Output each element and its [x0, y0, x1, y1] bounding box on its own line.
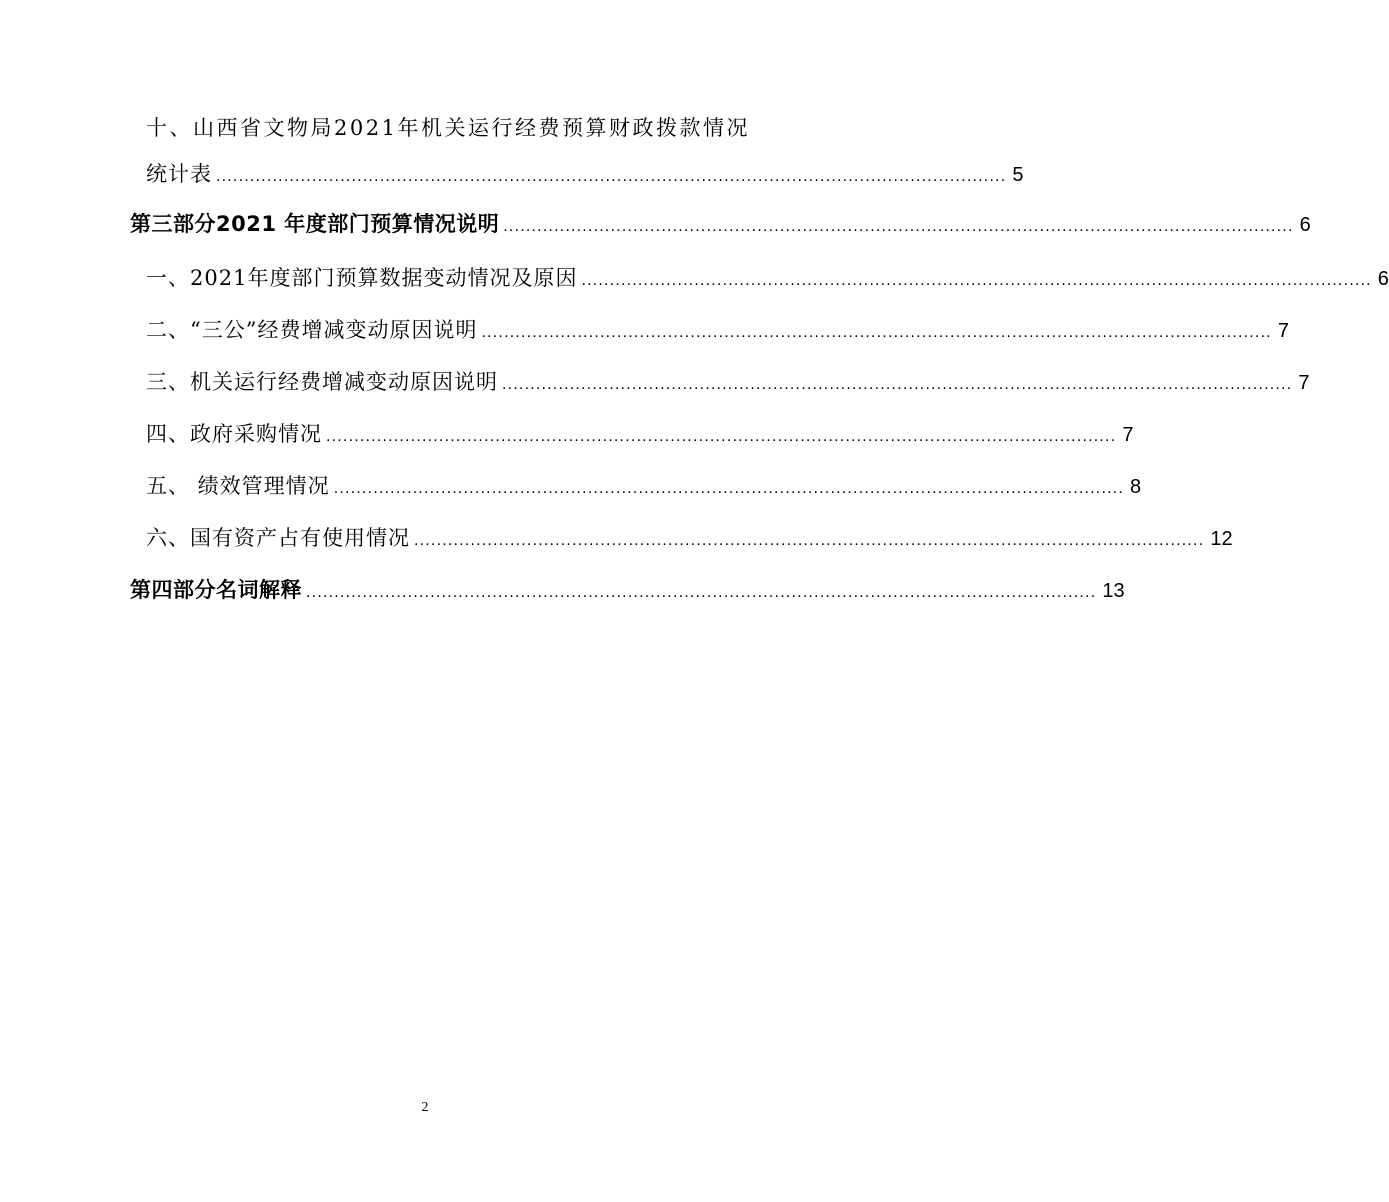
toc-page-number: 7	[1298, 372, 1310, 394]
toc-entry-text: 六、国有资产占有使用情况	[146, 526, 410, 550]
dot-leader: ............................................................................................................................................	[503, 218, 1294, 235]
toc-part-label: 第三部分	[130, 212, 216, 236]
toc-entry-text: 一、2021年度部门预算数据变动情况及原因	[146, 266, 578, 290]
toc-entry-10-line1[interactable]: 十、山西省文物局2021年机关运行经费预算财政拨款情况	[146, 116, 750, 140]
toc-part-title: 2021 年度部门预算情况说明	[216, 212, 500, 236]
dot-leader: ............................................................................................................................................	[502, 376, 1293, 393]
toc-item-5[interactable]	[146, 470, 1142, 500]
toc-entry-text: 五、 绩效管理情况	[146, 474, 330, 498]
dot-leader: ............................................................................................................................................	[216, 168, 1007, 185]
toc-page-number: 7	[1122, 424, 1134, 446]
toc-page-number: 7	[1277, 320, 1289, 342]
dot-leader: ............................................................................................................................................	[326, 428, 1117, 445]
dot-leader: ............................................................................................................................................	[414, 532, 1205, 549]
dot-leader: ............................................................................................................................................	[581, 272, 1372, 289]
dot-leader: ............................................................................................................................................	[481, 324, 1272, 341]
page-number: 2	[421, 1100, 429, 1115]
toc-item-1[interactable]	[146, 262, 1389, 292]
toc-item-6[interactable]	[146, 522, 1233, 552]
toc-page-number: 13	[1102, 580, 1125, 602]
toc-part-label: 第四部分	[130, 578, 216, 602]
dot-leader: ............................................................................................................................................	[306, 584, 1097, 601]
toc-item-2[interactable]	[146, 314, 1289, 344]
toc-entry-text: 四、政府采购情况	[146, 422, 322, 446]
dot-leader: ............................................................................................................................................	[333, 480, 1125, 497]
toc-page-number: 6	[1299, 214, 1311, 236]
toc-part-title: 名词解释	[216, 578, 302, 602]
toc-page-number: 8	[1130, 476, 1142, 498]
toc-page-number: 6	[1377, 268, 1389, 290]
toc-entry-text: 二、“三公”经费增减变动原因说明	[146, 318, 478, 342]
toc-item-3[interactable]	[146, 366, 1310, 396]
toc-entry-10-line2[interactable]	[146, 158, 1024, 188]
toc-page-number: 5	[1012, 164, 1024, 186]
toc-page-number: 12	[1210, 528, 1233, 550]
toc-item-4[interactable]	[146, 418, 1134, 448]
toc-entry-text: 三、机关运行经费增减变动原因说明	[146, 370, 498, 394]
toc-part-4[interactable]	[130, 574, 1125, 604]
toc-entry-text: 统计表	[146, 162, 212, 186]
toc-part-3[interactable]	[130, 208, 1311, 238]
